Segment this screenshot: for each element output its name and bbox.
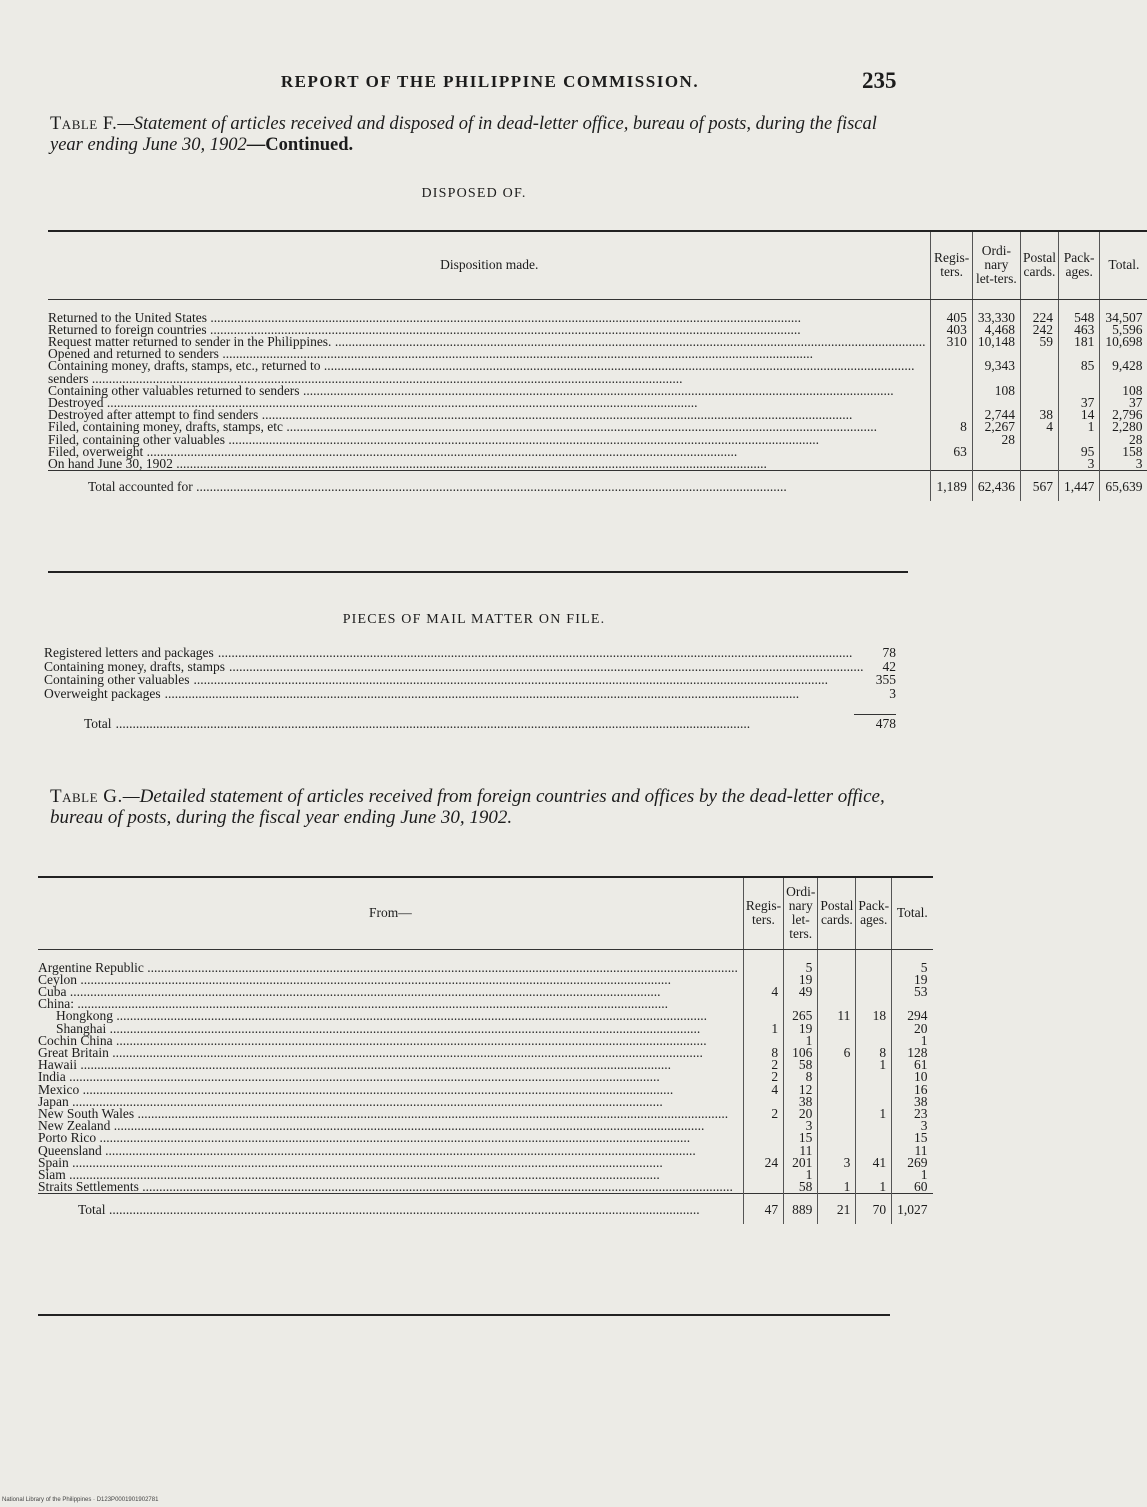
cell-ordinary: 19 (784, 1023, 818, 1035)
cell-ordinary: 33,330 (972, 299, 1020, 324)
cell-total: 20 (892, 1023, 933, 1035)
cell-ordinary: 9,343 (972, 360, 1020, 372)
total-registers: 1,189 (931, 471, 972, 502)
table-row (48, 458, 1147, 471)
cell-registers: 4 (743, 1084, 783, 1096)
cell-total: 2,280 (1100, 421, 1147, 433)
cell-postal: 224 (1020, 299, 1058, 324)
cell-ordinary: 11 (784, 1145, 818, 1157)
row-label-text: New Zealand ..... (38, 1120, 738, 1132)
row-label (38, 1181, 743, 1194)
row-label-text: Queensland ..... (38, 1145, 738, 1157)
item-label: Containing other valuables (44, 672, 190, 687)
cell-registers: 24 (743, 1157, 783, 1169)
column-header: Regis-ters. (931, 231, 972, 299)
cell-ordinary (972, 458, 1020, 471)
item-value: 3 (889, 685, 896, 701)
cell-ordinary: 28 (972, 434, 1020, 446)
column-header: Ordi-nary let-ters. (784, 877, 818, 949)
cell-total: 1 (892, 1035, 933, 1047)
table-header-row (48, 231, 1147, 299)
item-label: Registered letters and packages (44, 645, 214, 660)
cell-total: 15 (892, 1132, 933, 1144)
total-registers: 47 (743, 1194, 783, 1225)
cell-packages (856, 1035, 892, 1047)
cell-postal (818, 986, 856, 998)
cell-registers (931, 458, 972, 471)
cell-packages (856, 974, 892, 986)
cell-postal (818, 974, 856, 986)
dot-leader (193, 673, 850, 687)
row-label-text: Cochin China ..... (38, 1035, 738, 1047)
cell-total: 1 (892, 1169, 933, 1181)
cell-postal (818, 1071, 856, 1083)
row-label-text: Straits Settlements ..... (38, 1181, 738, 1193)
row-label-text: Filed, overweight ..... (48, 446, 925, 458)
row-label (48, 455, 931, 471)
column-header: Ordi-nary let-ters. (972, 231, 1020, 299)
total-label-text: Total ..... (38, 1202, 738, 1218)
row-label-text: Porto Rico ..... (38, 1132, 738, 1144)
cell-total: 28 (1100, 434, 1147, 446)
row-label-text: Containing other valuables returned to senders ..... (48, 385, 925, 397)
total-postal: 21 (818, 1194, 856, 1225)
cell-packages (856, 1096, 892, 1108)
cell-packages: 37 (1058, 397, 1099, 409)
cell-packages: 1 (1058, 421, 1099, 433)
cell-postal (1020, 446, 1058, 458)
cell-postal: 3 (818, 1157, 856, 1169)
cell-total: 10 (892, 1071, 933, 1083)
total-total: 65,639 (1100, 471, 1147, 502)
row-label-text: Returned to foreign countries ..... (48, 324, 925, 336)
cell-postal (818, 1084, 856, 1096)
cell-postal (818, 1096, 856, 1108)
cell-total: 269 (892, 1157, 933, 1169)
table-body (48, 299, 1147, 501)
cell-ordinary: 5 (784, 949, 818, 974)
row-label-text: Siam ..... (38, 1169, 738, 1181)
cell-total: 294 (892, 1010, 933, 1022)
cell-postal (1020, 385, 1058, 397)
cell-total: 11 (892, 1145, 933, 1157)
cell-total: 5 (892, 949, 933, 974)
column-header: Postal cards. (818, 877, 856, 949)
cell-postal (1020, 348, 1058, 360)
cell-registers: 4 (743, 986, 783, 998)
cell-packages (856, 949, 892, 974)
total-label (48, 471, 931, 502)
row-label (48, 299, 931, 324)
cell-postal (1020, 373, 1058, 385)
list-item (44, 646, 896, 660)
cell-postal: 4 (1020, 421, 1058, 433)
total-ordinary: 889 (784, 1194, 818, 1225)
dot-leader (165, 687, 850, 701)
table-rule (38, 1314, 890, 1316)
cell-total: 60 (892, 1181, 933, 1194)
cell-postal (1020, 360, 1058, 372)
cell-ordinary: 19 (784, 974, 818, 986)
cell-registers (743, 1132, 783, 1144)
cell-registers: 2 (743, 1108, 783, 1120)
cell-total: 3 (892, 1120, 933, 1132)
cell-postal (818, 1108, 856, 1120)
cell-registers: 405 (931, 299, 972, 324)
cell-ordinary: 20 (784, 1108, 818, 1120)
cell-total: 158 (1100, 446, 1147, 458)
cell-total: 34,507 (1100, 299, 1147, 324)
cell-total: 38 (892, 1096, 933, 1108)
row-label-text: Filed, containing other valuables ..... (48, 434, 925, 446)
cell-postal: 1 (818, 1181, 856, 1194)
row-label-text: Request matter returned to sender in the Philippines. ..... (48, 336, 925, 348)
cell-packages: 8 (856, 1047, 892, 1059)
table-body (38, 949, 933, 1224)
total-ordinary: 62,436 (972, 471, 1020, 502)
list-total (44, 714, 896, 731)
item-label: Overweight packages (44, 685, 161, 701)
cell-ordinary: 10,148 (972, 336, 1020, 348)
cell-total: 37 (1100, 397, 1147, 409)
row-label-text: Japan ..... (38, 1096, 738, 1108)
row-label-text: Argentine Republic ..... (38, 962, 738, 974)
list-item (44, 687, 896, 701)
cell-packages (856, 1084, 892, 1096)
item-value: 355 (875, 672, 896, 687)
cell-postal (1020, 458, 1058, 471)
cell-packages: 181 (1058, 336, 1099, 348)
column-header: Pack-ages. (856, 877, 892, 949)
table-header-row (38, 877, 933, 949)
total-packages: 70 (856, 1194, 892, 1225)
row-label-text: Hongkong ..... (38, 1010, 738, 1022)
cell-packages (856, 1132, 892, 1144)
list-item (44, 660, 896, 674)
cell-registers (931, 360, 972, 372)
cell-postal (818, 1120, 856, 1132)
row-label-text: Hawaii ..... (38, 1059, 738, 1071)
cell-postal (818, 1132, 856, 1144)
column-header: Pack-ages. (1058, 231, 1099, 299)
mail-on-file-list (44, 646, 896, 731)
cell-postal (818, 1059, 856, 1071)
row-label-text: Destroyed ..... (48, 397, 925, 409)
cell-ordinary: 2,744 (972, 409, 1020, 421)
dot-leader (229, 660, 864, 674)
table-f-caption-text: —Statement of articles received and disposed of in dead-letter office, bureau of posts, during the fiscal year ending June 30, 1902 (50, 114, 877, 155)
cell-registers: 403 (931, 324, 972, 336)
cell-registers: 8 (931, 421, 972, 433)
cell-total: 108 (1100, 385, 1147, 397)
table-g-label: Table G. (50, 786, 123, 807)
cell-ordinary: 201 (784, 1157, 818, 1169)
cell-ordinary: 1 (784, 1169, 818, 1181)
item-label: Containing money, drafts, stamps (44, 658, 225, 674)
item-value: 78 (882, 645, 896, 660)
cell-ordinary: 12 (784, 1084, 818, 1096)
cell-ordinary: 38 (784, 1096, 818, 1108)
cell-postal: 242 (1020, 324, 1058, 336)
total-label-text: Total accounted for ..... (48, 479, 925, 495)
row-label-text: India ..... (38, 1071, 738, 1083)
cell-postal: 6 (818, 1047, 856, 1059)
total-total: 1,027 (892, 1194, 933, 1225)
dot-leader (116, 717, 850, 731)
page-number: 235 (862, 68, 897, 93)
cell-total: 2,796 (1100, 409, 1147, 421)
cell-packages: 548 (1058, 299, 1099, 324)
total-row (38, 1194, 933, 1225)
cell-ordinary: 49 (784, 986, 818, 998)
table-g-caption-text: —Detailed statement of articles received from foreign countries and offices by the dead-letter office, bureau of posts, during the fiscal year ending June 30, 1902. (50, 786, 885, 828)
row-label-text: Ceylon ..... (38, 974, 738, 986)
cell-packages: 1 (856, 1181, 892, 1194)
cell-total: 9,428 (1100, 360, 1147, 372)
total-packages: 1,447 (1058, 471, 1099, 502)
table-g-caption (50, 786, 910, 828)
column-header: Total. (892, 877, 933, 949)
table-row (48, 299, 1147, 324)
cell-postal (818, 949, 856, 974)
cell-total: 128 (892, 1047, 933, 1059)
cell-packages: 95 (1058, 446, 1099, 458)
foreign-articles-table (38, 876, 933, 1224)
cell-registers (931, 348, 972, 360)
cell-ordinary: 108 (972, 385, 1020, 397)
cell-ordinary: 3 (784, 1120, 818, 1132)
column-header: From— (38, 877, 743, 949)
disposition-table (48, 230, 1147, 501)
total-label (38, 1194, 743, 1225)
cell-postal (818, 1145, 856, 1157)
cell-total: 23 (892, 1108, 933, 1120)
cell-packages: 1 (856, 1059, 892, 1071)
cell-ordinary: 8 (784, 1071, 818, 1083)
cell-packages: 463 (1058, 324, 1099, 336)
cell-ordinary (972, 446, 1020, 458)
cell-registers: 2 (743, 1071, 783, 1083)
cell-packages (856, 1023, 892, 1035)
cell-packages: 18 (856, 1010, 892, 1022)
column-header: Postal cards. (1020, 231, 1058, 299)
table-f-label: Table F. (50, 114, 118, 134)
column-header: Regis-ters. (743, 877, 783, 949)
mail-on-file-heading: PIECES OF MAIL MATTER ON FILE. (342, 612, 606, 627)
cell-packages: 1 (856, 1108, 892, 1120)
total-postal: 567 (1020, 471, 1058, 502)
cell-ordinary: 58 (784, 1181, 818, 1194)
row-label-text: Mexico ..... (38, 1084, 738, 1096)
cell-postal: 11 (818, 1010, 856, 1022)
list-item (44, 673, 896, 687)
cell-ordinary: 106 (784, 1047, 818, 1059)
cell-postal: 38 (1020, 409, 1058, 421)
cell-ordinary: 4,468 (972, 324, 1020, 336)
cell-packages (856, 1120, 892, 1132)
row-label-text: senders ..... (48, 373, 925, 385)
cell-registers: 2 (743, 1059, 783, 1071)
cell-ordinary: 2,267 (972, 421, 1020, 433)
cell-ordinary: 1 (784, 1035, 818, 1047)
cell-ordinary: 265 (784, 1010, 818, 1022)
row-label-text: Spain ..... (38, 1157, 738, 1169)
cell-ordinary: 58 (784, 1059, 818, 1071)
cell-postal (818, 1169, 856, 1181)
cell-registers: 310 (931, 336, 972, 348)
table-f-caption-suffix: —Continued. (246, 135, 354, 155)
row-label-text: Destroyed after attempt to find senders ..... (48, 409, 925, 421)
row-label-text: Returned to the United States ..... (48, 312, 925, 324)
running-title: REPORT OF THE PHILIPPINE COMMISSION. (280, 72, 700, 91)
cell-registers: 63 (931, 446, 972, 458)
table-f-caption (50, 114, 910, 156)
scan-footer-note: National Library of the Philippines · D123P0001901902781 (2, 1497, 159, 1503)
row-label-text: Great Britain ..... (38, 1047, 738, 1059)
total-label: Total (84, 716, 112, 731)
running-head (0, 70, 948, 100)
row-label-text: Opened and returned to senders ..... (48, 348, 925, 360)
column-header: Disposition made. (48, 231, 931, 299)
cell-packages (856, 1169, 892, 1181)
table-row (38, 1181, 933, 1194)
cell-registers: 8 (743, 1047, 783, 1059)
cell-total: 5,596 (1100, 324, 1147, 336)
cell-registers (931, 397, 972, 409)
cell-registers (743, 1120, 783, 1132)
cell-packages (1058, 373, 1099, 385)
cell-registers (931, 373, 972, 385)
cell-total: 61 (892, 1059, 933, 1071)
row-label-text: China: ..... (38, 998, 738, 1010)
cell-registers (743, 1181, 783, 1194)
row-label-text: Cuba ..... (38, 986, 738, 998)
cell-registers (743, 949, 783, 974)
table-rule (48, 571, 908, 573)
row-label-text: Shanghai ..... (38, 1023, 738, 1035)
cell-registers (931, 385, 972, 397)
table-row (38, 949, 933, 974)
cell-postal (818, 1023, 856, 1035)
cell-postal (1020, 434, 1058, 446)
row-label-text: On hand June 30, 1902 ..... (48, 458, 925, 470)
cell-registers (743, 998, 783, 1010)
cell-packages: 3 (1058, 458, 1099, 471)
column-header: Total. (1100, 231, 1147, 299)
row-label-text: Filed, containing money, drafts, stamps, etc ..... (48, 421, 925, 433)
cell-packages: 14 (1058, 409, 1099, 421)
cell-registers (743, 1169, 783, 1181)
total-value: 478 (854, 714, 896, 731)
cell-postal (818, 1035, 856, 1047)
cell-packages (856, 1071, 892, 1083)
total-row (48, 471, 1147, 502)
cell-packages: 41 (856, 1157, 892, 1169)
cell-registers: 1 (743, 1023, 783, 1035)
cell-total: 10,698 (1100, 336, 1147, 348)
cell-packages: 85 (1058, 360, 1099, 372)
item-value: 42 (882, 658, 896, 674)
cell-total: 16 (892, 1084, 933, 1096)
cell-total: 53 (892, 986, 933, 998)
row-label-text: Containing money, drafts, stamps, etc., returned to ..... (48, 360, 925, 372)
cell-total: 3 (1100, 458, 1147, 471)
row-label (38, 949, 743, 974)
cell-postal: 59 (1020, 336, 1058, 348)
row-label-text: New South Wales ..... (38, 1108, 738, 1120)
disposed-of-heading: DISPOSED OF. (421, 186, 527, 201)
cell-total: 19 (892, 974, 933, 986)
dot-leader (218, 646, 853, 660)
cell-ordinary: 15 (784, 1132, 818, 1144)
cell-packages (856, 986, 892, 998)
